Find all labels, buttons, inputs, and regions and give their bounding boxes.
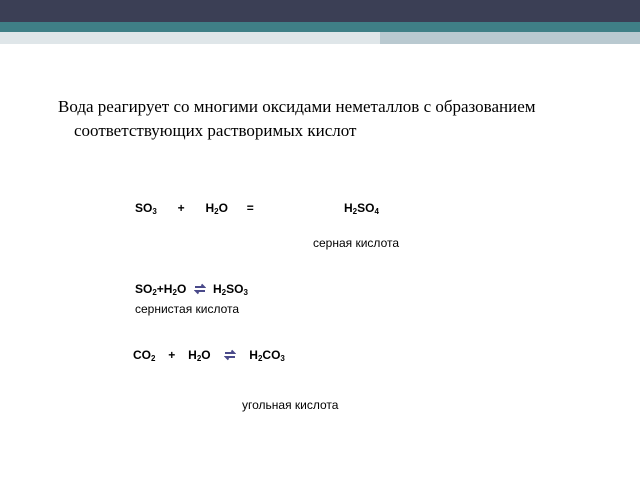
reaction1-name: серная кислота: [313, 236, 400, 250]
plus-sign: +: [168, 348, 176, 362]
header-band-right: [380, 32, 640, 44]
reaction2-equation: [135, 282, 248, 297]
product-h2so4: $H_2SO_4$: [343, 201, 379, 216]
product-h2so3: $H_2SO_3$: [212, 282, 248, 297]
reaction1-equation: [135, 201, 379, 216]
plus-sign: +: [177, 201, 185, 215]
reaction3-equation: [133, 348, 285, 363]
header-bar-dark: [0, 0, 640, 22]
reversible-arrows-icon: [194, 283, 206, 295]
product-h2co3: $H_2CO_3$: [249, 348, 285, 363]
reaction3-name: угольная кислота: [242, 398, 339, 412]
reactant-co2: $CO_2$: [133, 348, 156, 363]
reactant-h2o: $H_2O$: [188, 348, 211, 363]
header-band-light: [0, 32, 380, 44]
reactant-so3: $SO_3$: [135, 201, 157, 216]
intro-text: Вода реагирует со многими оксидами неметаллов с образованием соответствующих растворимых кислот: [58, 97, 536, 140]
reactant-h2o: $H_2O$: [205, 201, 228, 216]
reversible-arrows-icon: [224, 349, 236, 361]
reaction2-name: сернистая кислота: [135, 302, 240, 316]
header-stripe-teal: [0, 22, 640, 32]
reactants-so2-h2o: $SO_2+H_2O$: [135, 282, 187, 297]
equals-sign: =: [246, 201, 254, 215]
